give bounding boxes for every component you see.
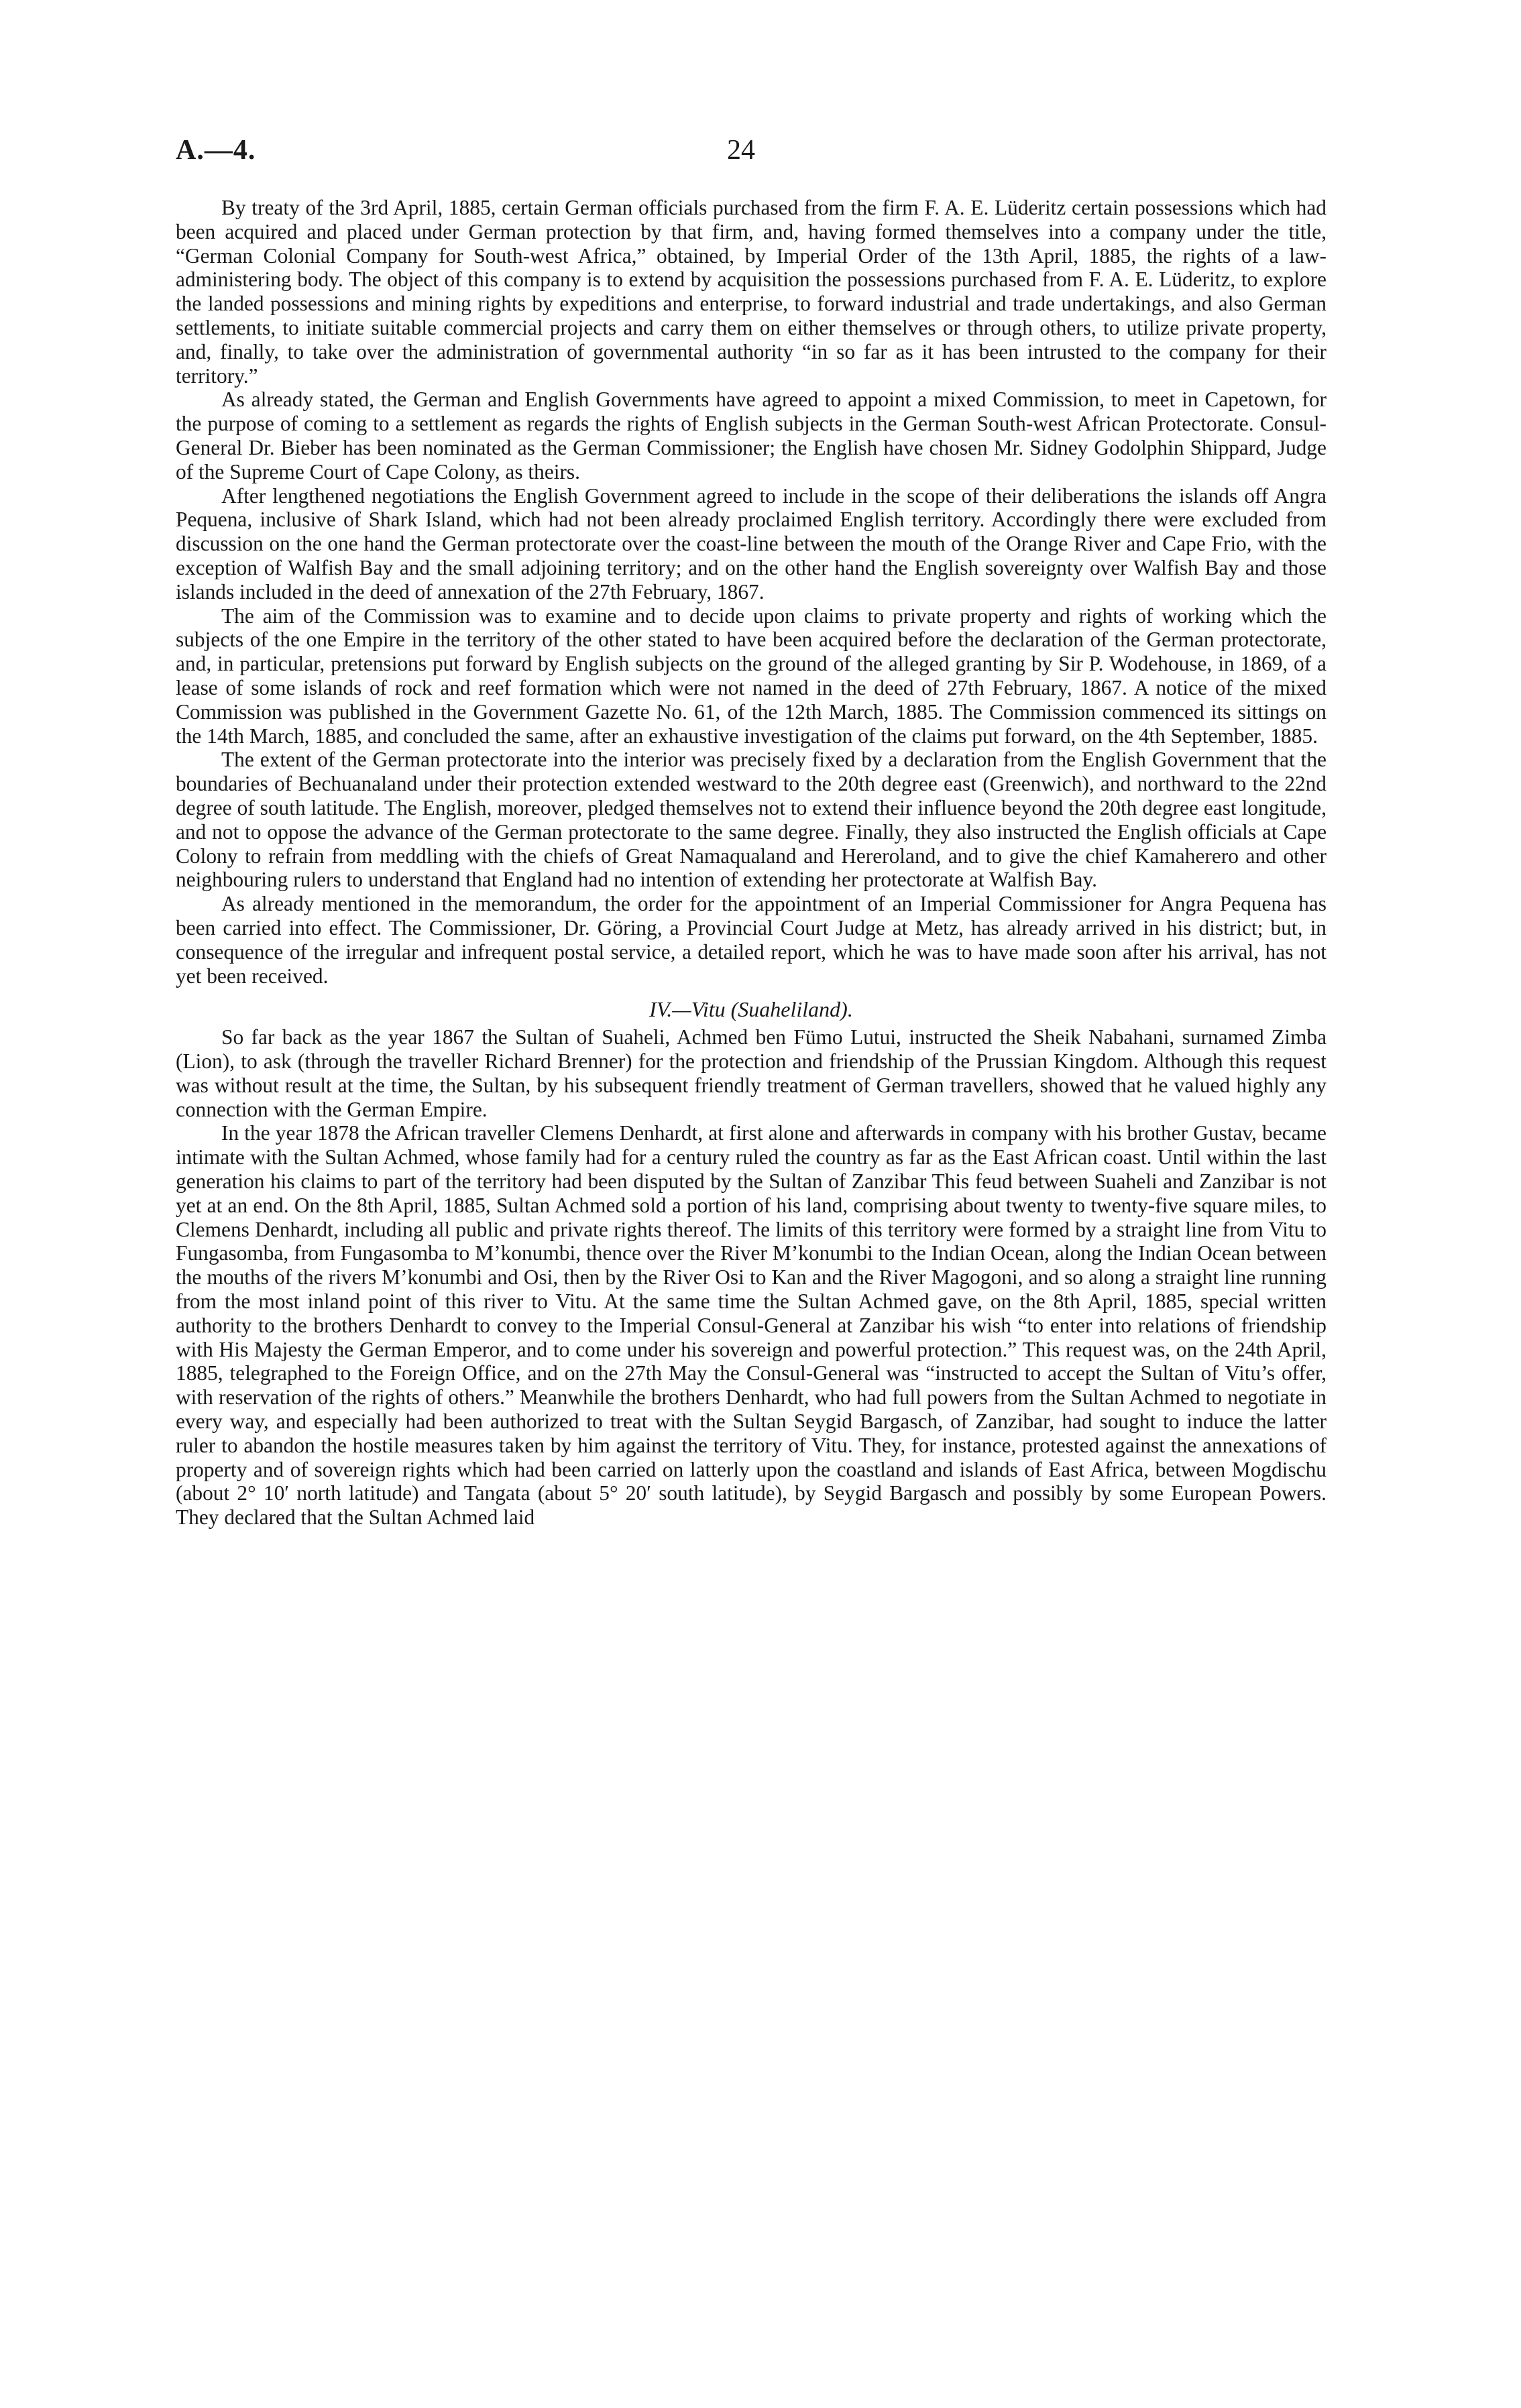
document-reference: A.—4. — [176, 135, 256, 166]
page-header — [0, 134, 1521, 174]
paragraph-sultan-suaheli: So far back as the year 1867 the Sultan of Suaheli, Achmed ben Fümo Lutui, instructed the Sheik Nabahani, surnamed Zimba (Lion), to ask (through the traveller Richard Brenner) for the protection and friendship of the Prussian Kingdom. Although this request was without result at the time, the Sultan, by his subsequent friendly treatment of German travellers, showed that he valued highly any connection with the German Empire. — [176, 1025, 1327, 1121]
paragraph-denhardt: In the year 1878 the African traveller Clemens Denhardt, at first alone and afterwards in company with his brother Gustav, became intimate with the Sultan Achmed, whose family had for a century ruled the country as far as the East African coast. Until within the last generation his claims to part of the territory had been disputed by the Sultan of Zanzibar This feud between Suaheli and Zanzibar is not yet at an end. On the 8th April, 1885, Sultan Achmed sold a portion of his land, comprising about twenty to twenty-five square miles, to Clemens Denhardt, including all public and private rights thereof. The limits of this territory were formed by a straight line from Vitu to Fungasomba, from Fungasomba to M’konumbi, thence over the River M’konumbi to the Indian Ocean, along the Indian Ocean between the mouths of the rivers M’konumbi and Osi, then by the River Osi to Kan and the River Magogoni, and so along a straight line running from the most inland point of this river to Vitu. At the same time the Sultan Achmed gave, on the 8th April, 1885, special written authority to the brothers Denhardt to convey to the Imperial Consul-General at Zanzibar his wish “to enter into relations of friendship with His Majesty the German Emperor, and to come under his sovereign and powerful protection.” This request was, on the 24th April, 1885, telegraphed to the Foreign Office, and on the 27th May the Consul-General was “instructed to accept the Sultan of Vitu’s offer, with reservation of the rights of others.” Meanwhile the brothers Denhardt, who had full powers from the Sultan Achmed to negotiate in every way, and especially had been authorized to treat with the Sultan Seygid Bargasch, of Zanzibar, had sought to induce the latter ruler to abandon the hostile measures taken by him against the territory of Vitu. They, for instance, protested against the annexations of property and of sovereign rights which had been carried on latterly upon the coastland and islands of East Africa, between Mogdischu (about 2° 10′ north latitude) and Tangata (about 5° 20′ south latitude), by Seygid Bargasch and possibly by some European Powers. They declared that the Sultan Achmed laid — [176, 1121, 1327, 1530]
paragraph-protectorate-extent: The extent of the German protectorate into the interior was precisely fixed by a declaration from the English Government that the boundaries of Bechuanaland under their protection extended westward to the 20th degree east (Greenwich), and northward to the 22nd degree of south latitude. The English, moreover, pledged themselves not to extend their influence beyond the 20th degree east longitude, and not to oppose the advance of the German protectorate to the same degree. Finally, they also instructed the English officials at Cape Colony to refrain from meddling with the chiefs of Great Namaqualand and Hereroland, and to give the chief Kamaherero and other neighbouring rulers to understand that England had no intention of extending her protectorate at Walfish Bay. — [176, 748, 1327, 892]
page-body — [176, 196, 1327, 1530]
paragraph-commission-aim: The aim of the Commission was to examine and to decide upon claims to private property and rights of working which the subjects of the one Empire in the territory of the other stated to have been acquired before the declaration of the German protectorate, and, in particular, pretensions put forward by English subjects on the ground of the alleged granting by Sir P. Wodehouse, in 1869, of a lease of some islands of rock and reef formation which were not named in the deed of 27th February, 1867. A notice of the mixed Commission was published in the Government Gazette No. 61, of the 12th March, 1885. The Commission commenced its sittings on the 14th March, 1885, and concluded the same, after an exhaustive investigation of the claims put forward, on the 4th September, 1885. — [176, 604, 1327, 748]
section-heading-vitu: IV.—Vitu (Suaheliland). — [649, 997, 853, 1022]
paragraph-negotiations: After lengthened negotiations the English Government agreed to include in the scope of their deliberations the islands off Angra Pequena, inclusive of Shark Island, which had not been already proclaimed English territory. Accordingly there were excluded from discussion on the one hand the German protectorate over the coast-line between the mouth of the Orange River and Cape Frio, with the exception of Walfish Bay and the small adjoining territory; and on the other hand the English sovereignty over Walfish Bay and those islands included in the deed of annexation of the 27th February, 1867. — [176, 483, 1327, 604]
paragraph-imperial-commissioner: As already mentioned in the memorandum, the order for the appointment of an Imperial Commissioner for Angra Pequena has been carried into effect. The Commissioner, Dr. Göring, a Provincial Court Judge at Metz, has already arrived in his district; but, in consequence of the irregular and infrequent postal service, a detailed report, which he was to have made soon after his arrival, has not yet been received. — [176, 892, 1327, 988]
paragraph-treaty: By treaty of the 3rd April, 1885, certain German officials purchased from the firm F. A. E. Lüderitz certain possessions which had been acquired and placed under German protection by that firm, and, having formed themselves into a company under the title, “German Colonial Company for South-west Africa,” obtained, by Imperial Order of the 13th April, 1885, the rights of a law-administering body. The object of this company is to extend by acquisition the possessions purchased from F. A. E. Lüderitz, to explore the landed possessions and mining rights by expeditions and enterprise, to forward industrial and trade undertakings, and also German settlements, to initiate suitable commercial projects and carry them on either themselves or through others, to utilize private property, and, finally, to take over the administration of governmental authority “in so far as it has been intrusted to the company for their territory.” — [176, 196, 1327, 388]
page-number: 24 — [727, 135, 755, 166]
paragraph-mixed-commission: As already stated, the German and English Governments have agreed to appoint a mixed Commission, to meet in Capetown, for the purpose of coming to a settlement as regards the rights of English subjects in the German South-west African Protectorate. Consul-General Dr. Bieber has been nominated as the German Commissioner; the English have chosen Mr. Sidney Godolphin Shippard, Judge of the Supreme Court of Cape Colony, as theirs. — [176, 388, 1327, 483]
